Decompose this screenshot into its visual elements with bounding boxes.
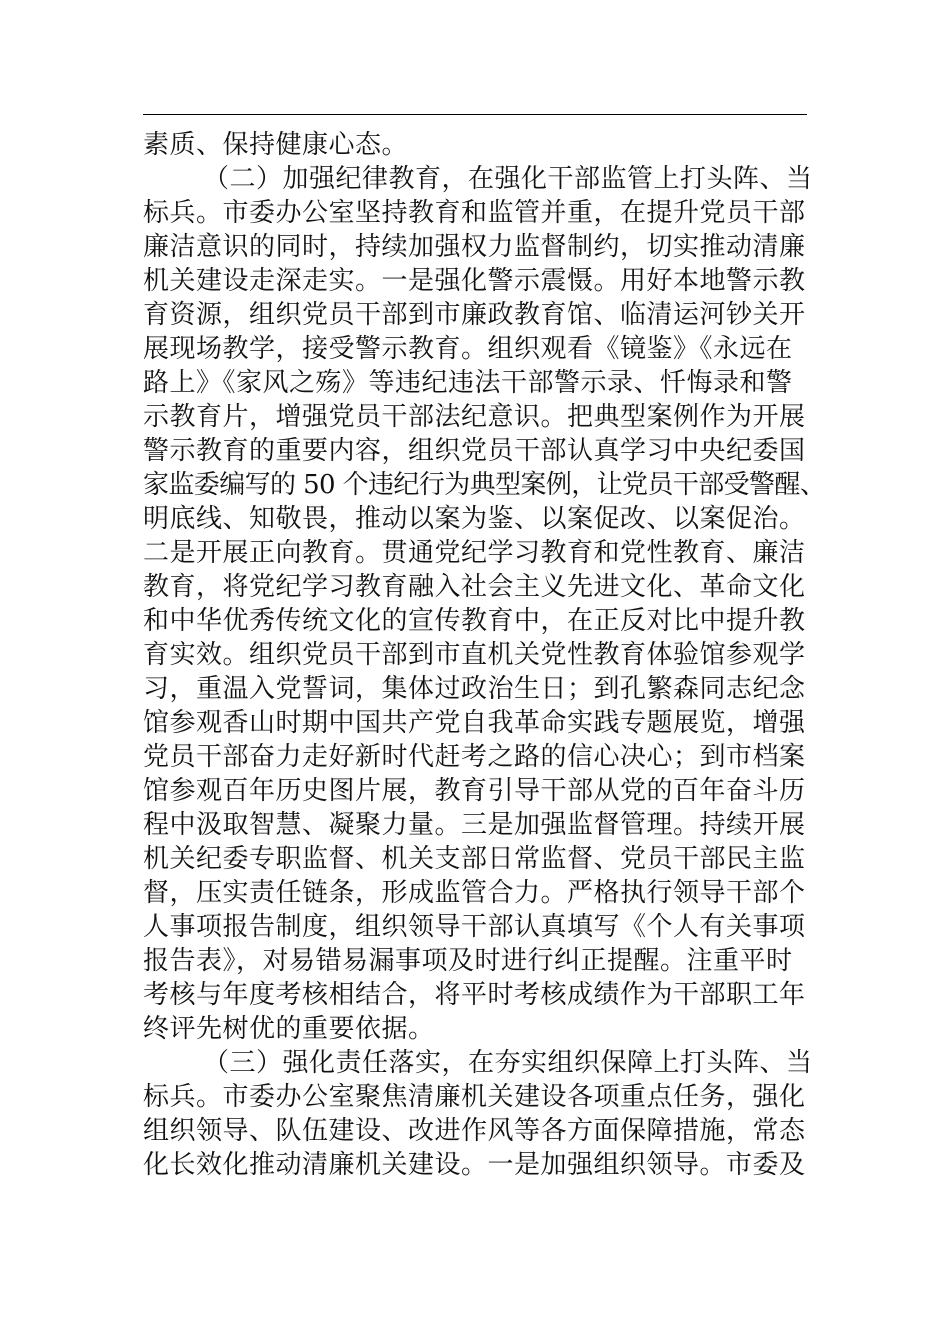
text-line: 机关建设走深走实。一是强化警示震慑。用好本地警示教 — [143, 266, 806, 296]
text-line: 标兵。市委办公室聚焦清廉机关建设各项重点任务，强化 — [143, 1082, 806, 1112]
text-line: 育资源，组织党员干部到市廉政教育馆、临清运河钞关开 — [143, 300, 806, 330]
text-line: 馆参观香山时期中国共产党自我革命实践专题展览，增强 — [143, 708, 806, 738]
text-line: 家监委编写的 50 个违纪行为典型案例，让党员干部受警醒、 — [143, 470, 826, 500]
text-line: 育实效。组织党员干部到市直机关党性教育体验馆参观学 — [143, 640, 806, 670]
text-line: 警示教育的重要内容，组织党员干部认真学习中央纪委国 — [143, 436, 806, 466]
text-line: 素质、保持健康心态。 — [143, 130, 409, 160]
text-line: 终评先树优的重要依据。 — [143, 1014, 435, 1044]
text-line: 展现场教学，接受警示教育。组织观看《镜鉴》《永远在 — [143, 334, 793, 364]
text-line: 教育，将党纪学习教育融入社会主义先进文化、革命文化 — [143, 572, 806, 602]
text-line: 程中汲取智慧、凝聚力量。三是加强监督管理。持续开展 — [143, 810, 806, 840]
section-heading-line: （二）加强纪律教育，在强化干部监管上打头阵、当 — [203, 164, 813, 194]
text-line: 馆参观百年历史图片展，教育引导干部从党的百年奋斗历 — [143, 776, 806, 806]
text-line: 明底线、知敬畏，推动以案为鉴、以案促改、以案促治。 — [143, 504, 806, 534]
text-line: 习，重温入党誓词，集体过政治生日；到孔繁森同志纪念 — [143, 674, 806, 704]
text-line: 督，压实责任链条，形成监管合力。严格执行领导干部个 — [143, 878, 806, 908]
text-line: 二是开展正向教育。贯通党纪学习教育和党性教育、廉洁 — [143, 538, 806, 568]
text-line: 机关纪委专职监督、机关支部日常监督、党员干部民主监 — [143, 844, 806, 874]
text-line: 和中华优秀传统文化的宣传教育中，在正反对比中提升教 — [143, 606, 806, 636]
text-line: 路上》《家风之殇》等违纪违法干部警示录、忏悔录和警 — [143, 368, 793, 398]
text-line: 化长效化推动清廉机关建设。一是加强组织领导。市委及 — [143, 1150, 806, 1180]
text-line: 标兵。市委办公室坚持教育和监管并重，在提升党员干部 — [143, 198, 806, 228]
text-line: 示教育片，增强党员干部法纪意识。把典型案例作为开展 — [143, 402, 806, 432]
text-line: 考核与年度考核相结合，将平时考核成绩作为干部职工年 — [143, 980, 806, 1010]
body-text — [143, 128, 826, 1182]
header-divider — [143, 114, 807, 115]
section-heading-line: （三）强化责任落实，在夯实组织保障上打头阵、当 — [203, 1048, 813, 1078]
text-line: 廉洁意识的同时，持续加强权力监督制约，切实推动清廉 — [143, 232, 806, 262]
text-line: 党员干部奋力走好新时代赶考之路的信心决心；到市档案 — [143, 742, 806, 772]
text-line: 组织领导、队伍建设、改进作风等各方面保障措施，常态 — [143, 1116, 806, 1146]
text-line: 人事项报告制度，组织领导干部认真填写《个人有关事项 — [143, 912, 806, 942]
text-line: 报告表》，对易错易漏事项及时进行纠正提醒。注重平时 — [143, 946, 793, 976]
